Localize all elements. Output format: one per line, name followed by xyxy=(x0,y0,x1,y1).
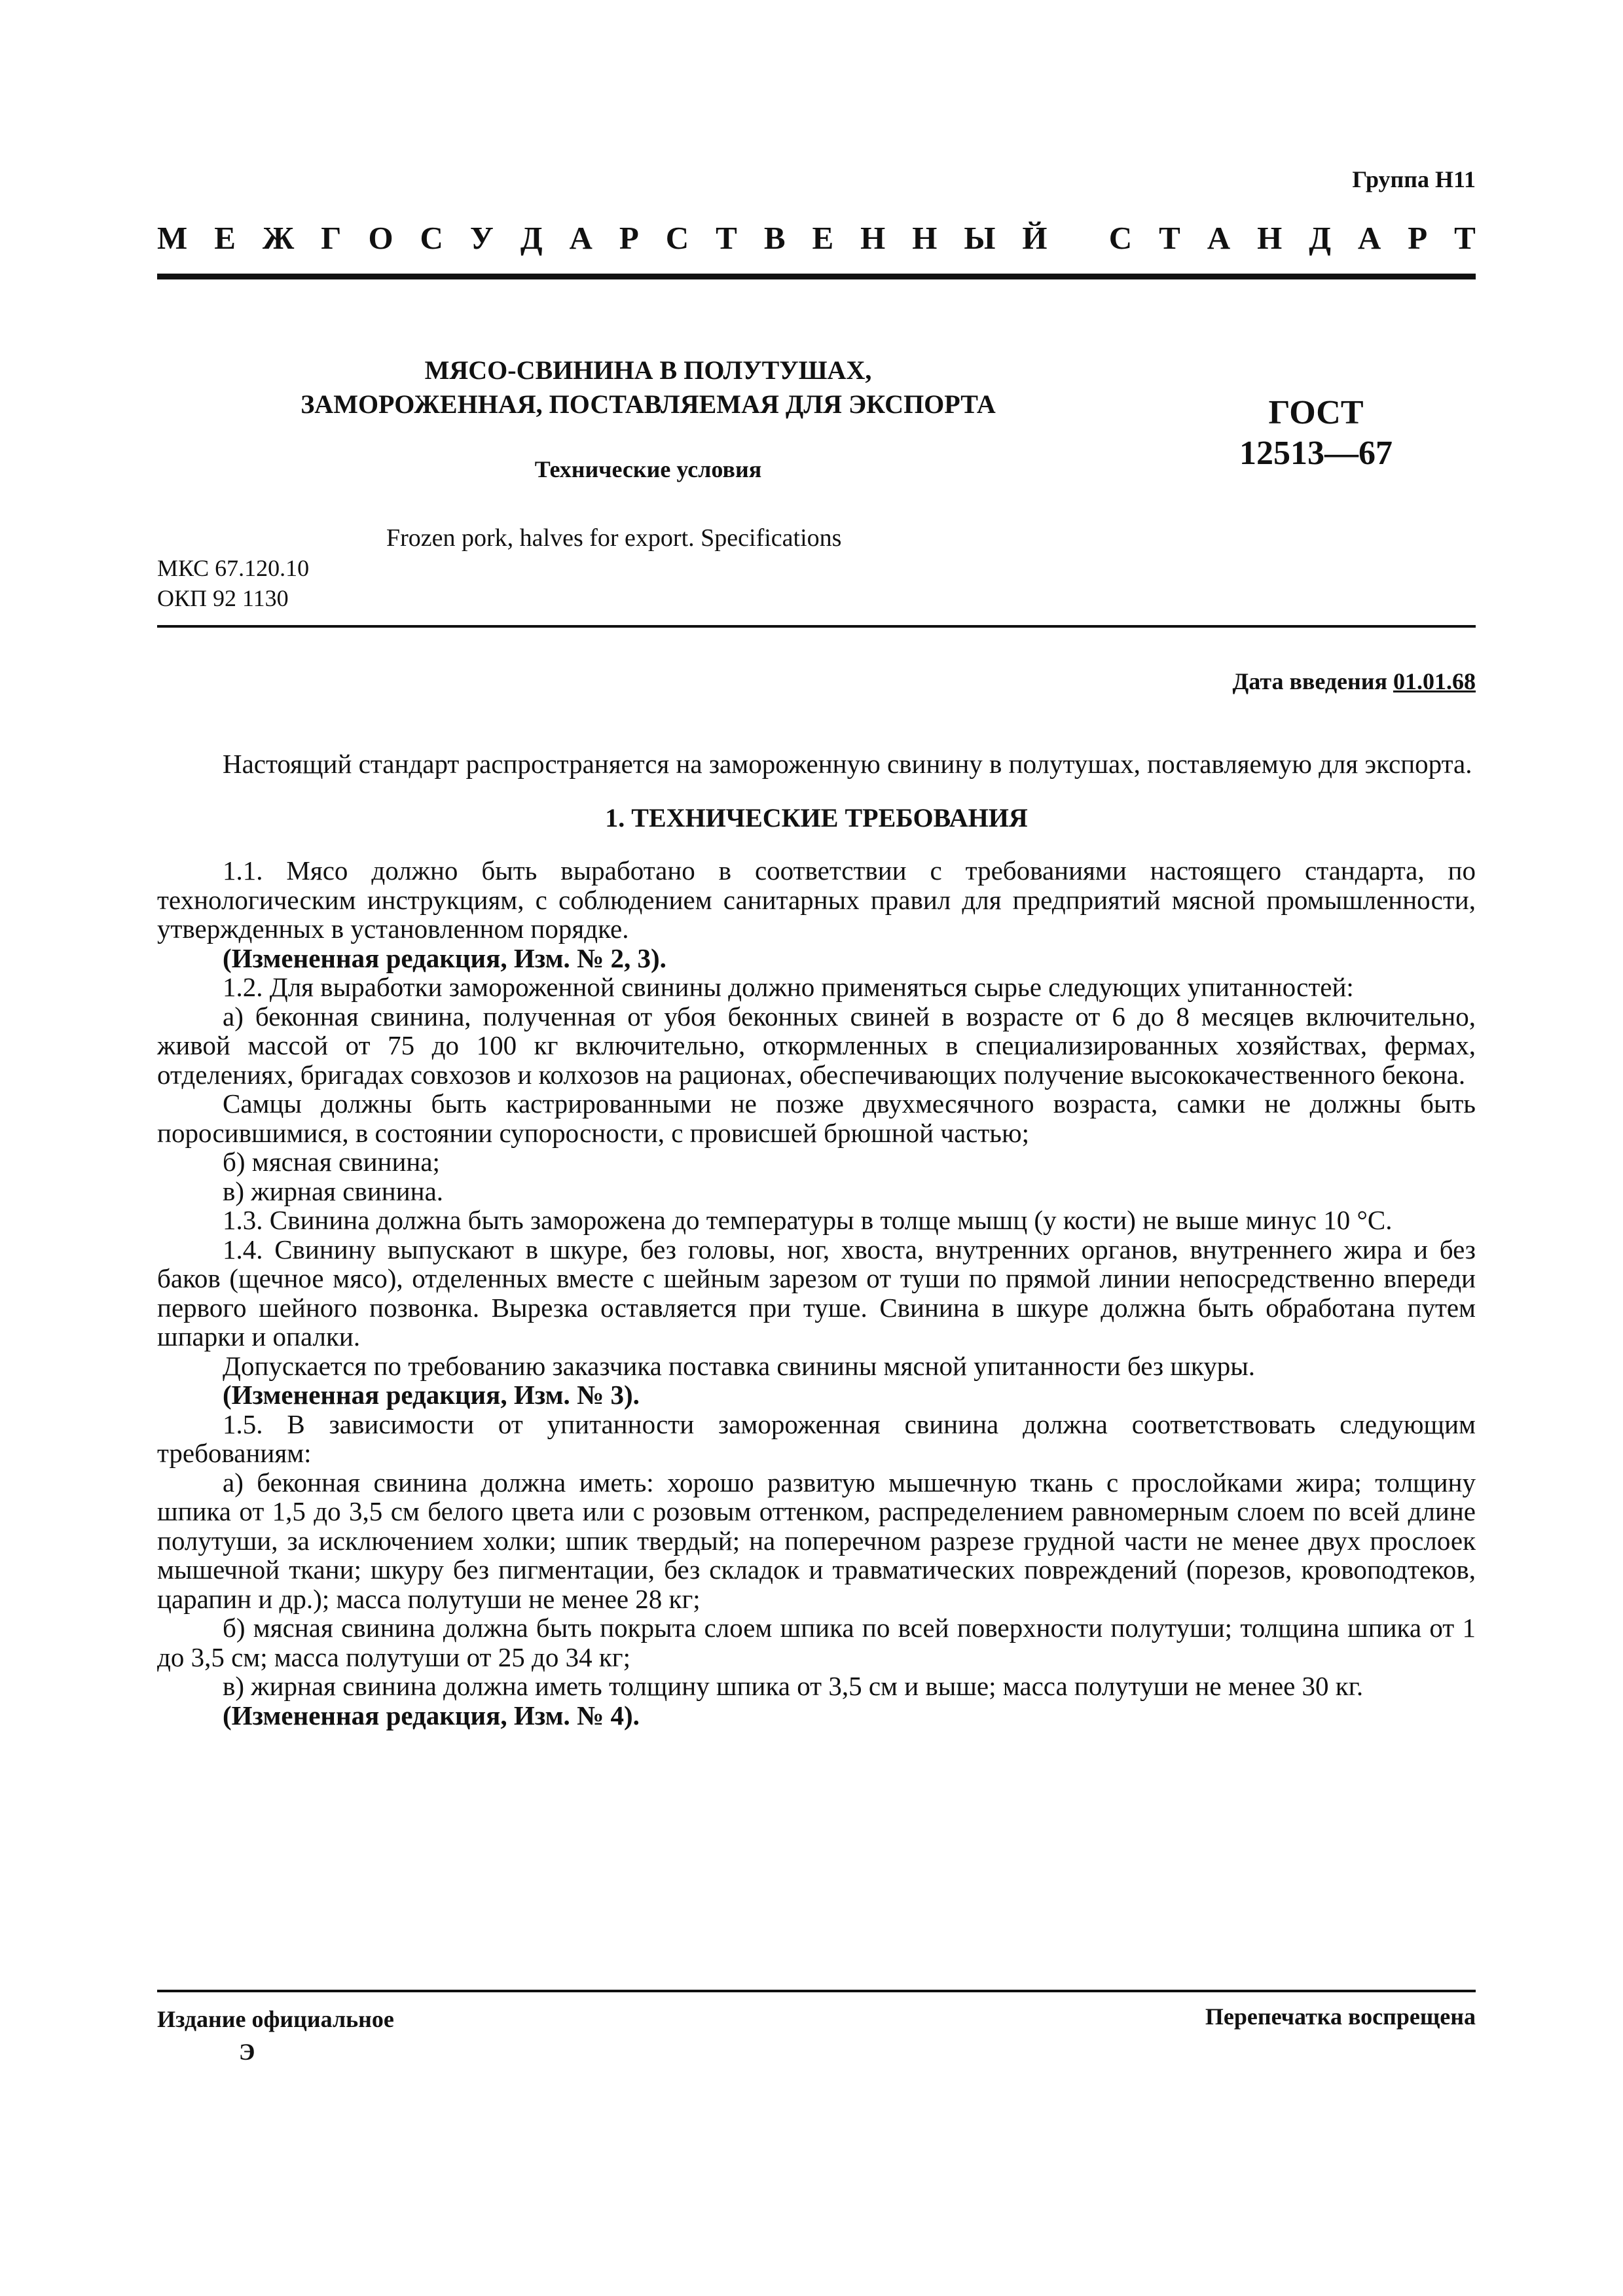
document-body xyxy=(157,749,1476,1730)
paragraph: Настоящий стандарт распространяется на замороженную свинину в полутушах, поставляемую для экспорта. xyxy=(223,749,1472,779)
gost-number: ГОСТ 12513—67 xyxy=(1239,394,1393,472)
paragraph: 1.4. Свинину выпускают в шкуре, без головы, ног, хвоста, внутренних органов, внутреннего жира и без баков (щечное мясо), отделенных вместе с шейным зарезом от туши по прямой линии непосредственно впереди первого шейного позвонка. Вырезка оставляется при туше. Свинина в шкуре должна быть обработана путем шпарки и опалки. xyxy=(157,1234,1476,1352)
paragraph: в) жирная свинина. xyxy=(223,1175,444,1206)
document-subtitle: Технические условия xyxy=(534,456,762,482)
edition-mark: Э xyxy=(239,2039,255,2065)
header-rule xyxy=(157,274,1476,279)
group-code: Группа Н11 xyxy=(1352,166,1476,192)
footer-rule xyxy=(157,1990,1476,1992)
amendment-note: (Измененная редакция, Изм. № 4). xyxy=(223,1700,640,1731)
paragraph: 1.2. Для выработки замороженной свинины должно применяться сырье следующих упитанностей: xyxy=(223,972,1354,1002)
paragraph: 1.3. Свинина должна быть заморожена до температуры в толще мышц (у кости) не выше минус 10 °С. xyxy=(223,1205,1393,1235)
effective-date-value: 01.01.68 xyxy=(1393,668,1476,694)
reprint-notice: Перепечатка воспрещена xyxy=(1205,2003,1476,2030)
paragraph: Допускается по требованию заказчика поставка свинины мясной упитанности без шкуры. xyxy=(223,1350,1256,1381)
paragraph: а) беконная свинина должна иметь: хорошо развитую мышечную ткань с прослойками жира; толщину шпика от 1,5 до 3,5 см белого цвета или с розовым оттенком, распределением равномерным слоем по всей длине полутуши, за исключением холки; шпик твердый; на поперечном разрезе грудной части не менее двух прослоек мышечной ткани; шкуру без пигментации, без складок и травматических повреждений (порезов, кровоподтеков, царапин и др.); масса полутуши не менее 28 кг; xyxy=(157,1467,1476,1614)
effective-date: Дата введения 01.01.68 xyxy=(1232,668,1476,694)
paragraph: 1.5. В зависимости от упитанности замороженная свинина должна соответствовать следующим требованиям: xyxy=(157,1408,1476,1468)
paragraph: б) мясная свинина; xyxy=(223,1147,440,1177)
paragraph: б) мясная свинина должна быть покрыта слоем шпика по всей поверхности полутуши; толщина шпика от 1 до 3,5 см; масса полутуши от 25 до 34 кг; xyxy=(157,1613,1476,1672)
paragraph: Самцы должны быть кастрированными не позже двухмесячного возраста, самки не должны быть поросившимися, в состоянии супоросности, с провисшей брюшной частью; xyxy=(157,1088,1476,1148)
classification-codes xyxy=(157,553,309,613)
paragraph: 1.1. Мясо должно быть выработано в соответствии с требованиями настоящего стандарта, по технологическим инструкциям, с соблюдением санитарных правил для предприятий мясной промышленности, утвержденных в установленном порядке. xyxy=(157,855,1476,944)
paragraph: в) жирная свинина должна иметь толщину шпика от 3,5 см и выше; масса полутуши не менее 30 кг. xyxy=(223,1671,1364,1701)
title-rule xyxy=(157,625,1476,628)
standard-type-heading: М Е Ж Г О С У Д А Р С Т В Е Н Н Ы Й С Т А Н Д А Р Т xyxy=(157,220,1476,256)
amendment-note: (Измененная редакция, Изм. № 3). xyxy=(223,1380,640,1410)
section-heading: 1. ТЕХНИЧЕСКИЕ ТРЕБОВАНИЯ xyxy=(605,802,1028,833)
mks-code: МКС 67.120.10 xyxy=(157,555,310,581)
english-title: Frozen pork, halves for export. Specifications xyxy=(386,524,842,552)
paragraph: а) беконная свинина, полученная от убоя беконных свиней в возрасте от 6 до 8 месяцев включительно, живой массой от 75 до 100 кг включительно, откормленных в специализированных хозяйствах, фермах, отделениях, бригадах совхозов и колхозов на рационах, обеспечивающих получение высококачественного бекона. xyxy=(157,1001,1476,1090)
okp-code: ОКП 92 1130 xyxy=(157,585,289,611)
edition-note: Издание официальное Э xyxy=(157,2003,394,2068)
amendment-note: (Измененная редакция, Изм. № 2, 3). xyxy=(223,942,666,973)
document-title: МЯСО-СВИНИНА В ПОЛУТУШАХ, ЗАМОРОЖЕННАЯ, ПОСТАВЛЯЕМАЯ ДЛЯ ЭКСПОРТА Технические условия xyxy=(223,353,1074,483)
